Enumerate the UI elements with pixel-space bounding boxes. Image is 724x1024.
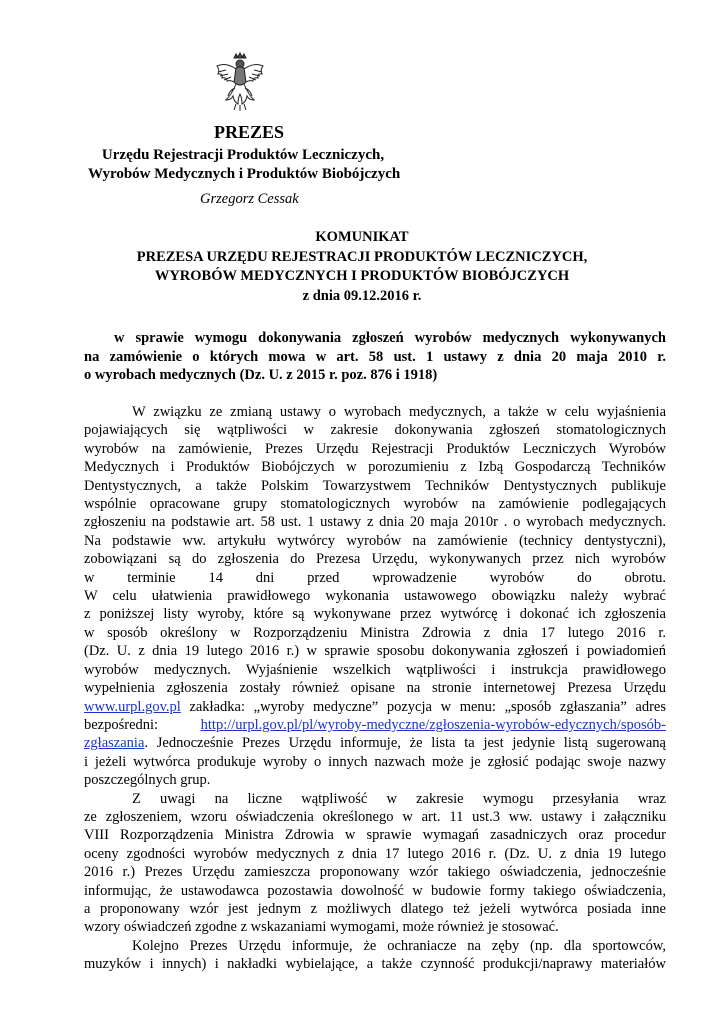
subject-paragraph — [84, 329, 666, 385]
body-line: Kolejno Prezes Urzędu informuje, że ochraniacze na zęby (np. dla sportowców, — [132, 937, 666, 954]
body-line-text: bezpośredni: — [84, 716, 201, 733]
office-name — [88, 146, 401, 184]
body-line — [84, 698, 666, 716]
subject-line-2: na zamówienie o których mowa w art. 58 ust. 1 ustawy z dnia 20 maja 2010 r. — [84, 348, 666, 365]
body-line: muzyków i innych) i nakładki wybielające, a także czynność produkcji/naprawy materiałów — [84, 956, 666, 973]
communique-issuer-line-2: WYROBÓW MEDYCZNYCH I PRODUKTÓW BIOBÓJCZYCH — [154, 268, 570, 284]
subject-line-3: o wyrobach medycznych (Dz. U. z 2015 r. poz. 876 i 1918) — [84, 367, 438, 383]
office-name-line-1: Urzędu Rejestracji Produktów Leczniczych, — [101, 147, 385, 163]
body-line: ze zgłoszeniem, wzoru oświadczenia określonego w art. 11 ust.3 ww. ustawy i załączniku — [84, 808, 666, 825]
body-line: w sposób określony w Rozporządzeniu Ministra Zdrowia z dnia 17 lutego 2016 r. — [84, 624, 666, 641]
body-text — [84, 403, 666, 974]
communique-title: KOMUNIKAT — [315, 229, 409, 245]
office-name-line-2: Wyrobów Medycznych i Produktów Biobójczych — [88, 166, 401, 182]
body-line: Z uwagi na liczne wątpliwość w zakresie wymogu przesyłania wraz — [132, 790, 666, 807]
body-line: wspólnie opracowane grupy stomatologicznych wyrobów na zamówienie podlegających — [84, 496, 666, 513]
body-line: oceny zgodności wyrobów medycznych z dnia 17 lutego 2016 r. (Dz. U. z dnia 19 lutego — [84, 845, 666, 862]
body-line: pojawiających się wątpliwości w zakresie dokonywania zgłoszeń stomatologicznych — [84, 422, 666, 439]
communique-heading — [60, 228, 664, 306]
body-line: wyrobów medycznych. Wyjaśnienie wszelkich wątpliwości i instrukcja prawidłowego — [84, 661, 666, 678]
reporting-instructions-link[interactable]: http://urpl.gov.pl/pl/wyroby-medyczne/zgłoszenia-wyrobów-edycznych/sposób- — [200, 716, 666, 733]
body-line: Na podstawie ww. artykułu wytwórcy wyrobów na zamówienie (technicy dentystyczni), — [84, 532, 666, 549]
body-line: zobowiązani są do zgłoszenia do Prezesa Urzędu, wykonywanych przez nich wyrobów — [84, 551, 666, 568]
reporting-instructions-link-continued[interactable]: zgłaszania — [84, 735, 145, 752]
body-line: W związku ze zmianą ustawy o wyrobach medycznych, a także w celu wyjaśnienia — [132, 404, 666, 420]
communique-date: z dnia 09.12.2016 r. — [302, 287, 422, 304]
polish-eagle-emblem-icon — [214, 52, 266, 114]
body-line: i jeżeli wytwórca produkuje wyroby o innych nazwach może je zgłosić podając swoje nazwy — [84, 753, 666, 770]
body-line: Dentystycznych, a także Polskim Towarzystwem Techników Dentystycznych publikuje — [84, 477, 666, 494]
subject-line-1: w sprawie wymogu dokonywania zgłoszeń wyrobów medycznych wykonywanych — [114, 330, 666, 346]
communique-issuer-line-1: PREZESA URZĘDU REJESTRACJI PRODUKTÓW LECZNICZYCH, — [136, 248, 588, 265]
body-line: zgłoszeniu na podstawie art. 58 ust. 1 ustawy z dnia 20 maja 2010r . o wyrobach medycznych. — [84, 514, 666, 531]
body-line: z poniższej listy wyroby, które są wykonywane przez wytwórcę i dokonać ich zgłoszenia — [84, 606, 666, 623]
body-line — [84, 716, 666, 734]
header-title: PREZES — [214, 122, 285, 142]
body-line: w terminie 14 dni przed wprowadzenie wyrobów do obrotu. — [84, 569, 666, 586]
body-line: Medycznych i Produktów Biobójczych w porozumieniu z Izbą Gospodarczą Techników — [84, 459, 666, 476]
body-line: wzory oświadczeń zgodne z wskazaniami wymogami, może również je stosować. — [84, 919, 559, 936]
body-line: VIII Rozporządzenia Ministra Zdrowia w sprawie wymagań zasadniczych oraz procedur — [84, 827, 666, 844]
president-name: Grzegorz Cessak — [200, 191, 299, 207]
body-line: poszczególnych grup. — [84, 772, 211, 789]
body-line: (Dz. U. z dnia 19 lutego 2016 r.) w sprawie sposobu dokonywania zgłoszeń i powiadomień — [84, 643, 666, 660]
body-line: wyrobów na zamówienie, Prezes Urzędu Rejestracji Produktów Leczniczych Wyrobów — [84, 440, 666, 457]
body-line: 2016 r.) Prezes Urzędu zamieszcza proponowany wzór takiego oświadczenia, jednocześnie — [84, 864, 666, 881]
body-line-text: . Jednocześnie Prezes Urzędu informuje, że lista ta jest jedynie listą sugerowaną — [144, 735, 666, 752]
body-line: W celu ułatwienia prawidłowego wykonania ustawowego obowiązku należy wybrać — [84, 588, 666, 605]
body-line-text: zakładka: „wyroby medyczne” pozycja w menu: „sposób zgłaszania” adres — [180, 698, 666, 715]
body-line — [84, 734, 666, 752]
body-line: a proponowany wzór jest jednym z możliwych dlatego też jeżeli wytwórca posiada inne — [84, 900, 666, 917]
body-line: wypełnienia zgłoszenia zostały również opisane na stronie internetowej Prezesa Urzędu — [84, 680, 666, 697]
body-line: informując, że ustawodawca pozostawia dowolność w budowie formy takiego oświadczenia, — [84, 882, 666, 899]
urpl-website-link[interactable]: www.urpl.gov.pl — [84, 698, 181, 715]
